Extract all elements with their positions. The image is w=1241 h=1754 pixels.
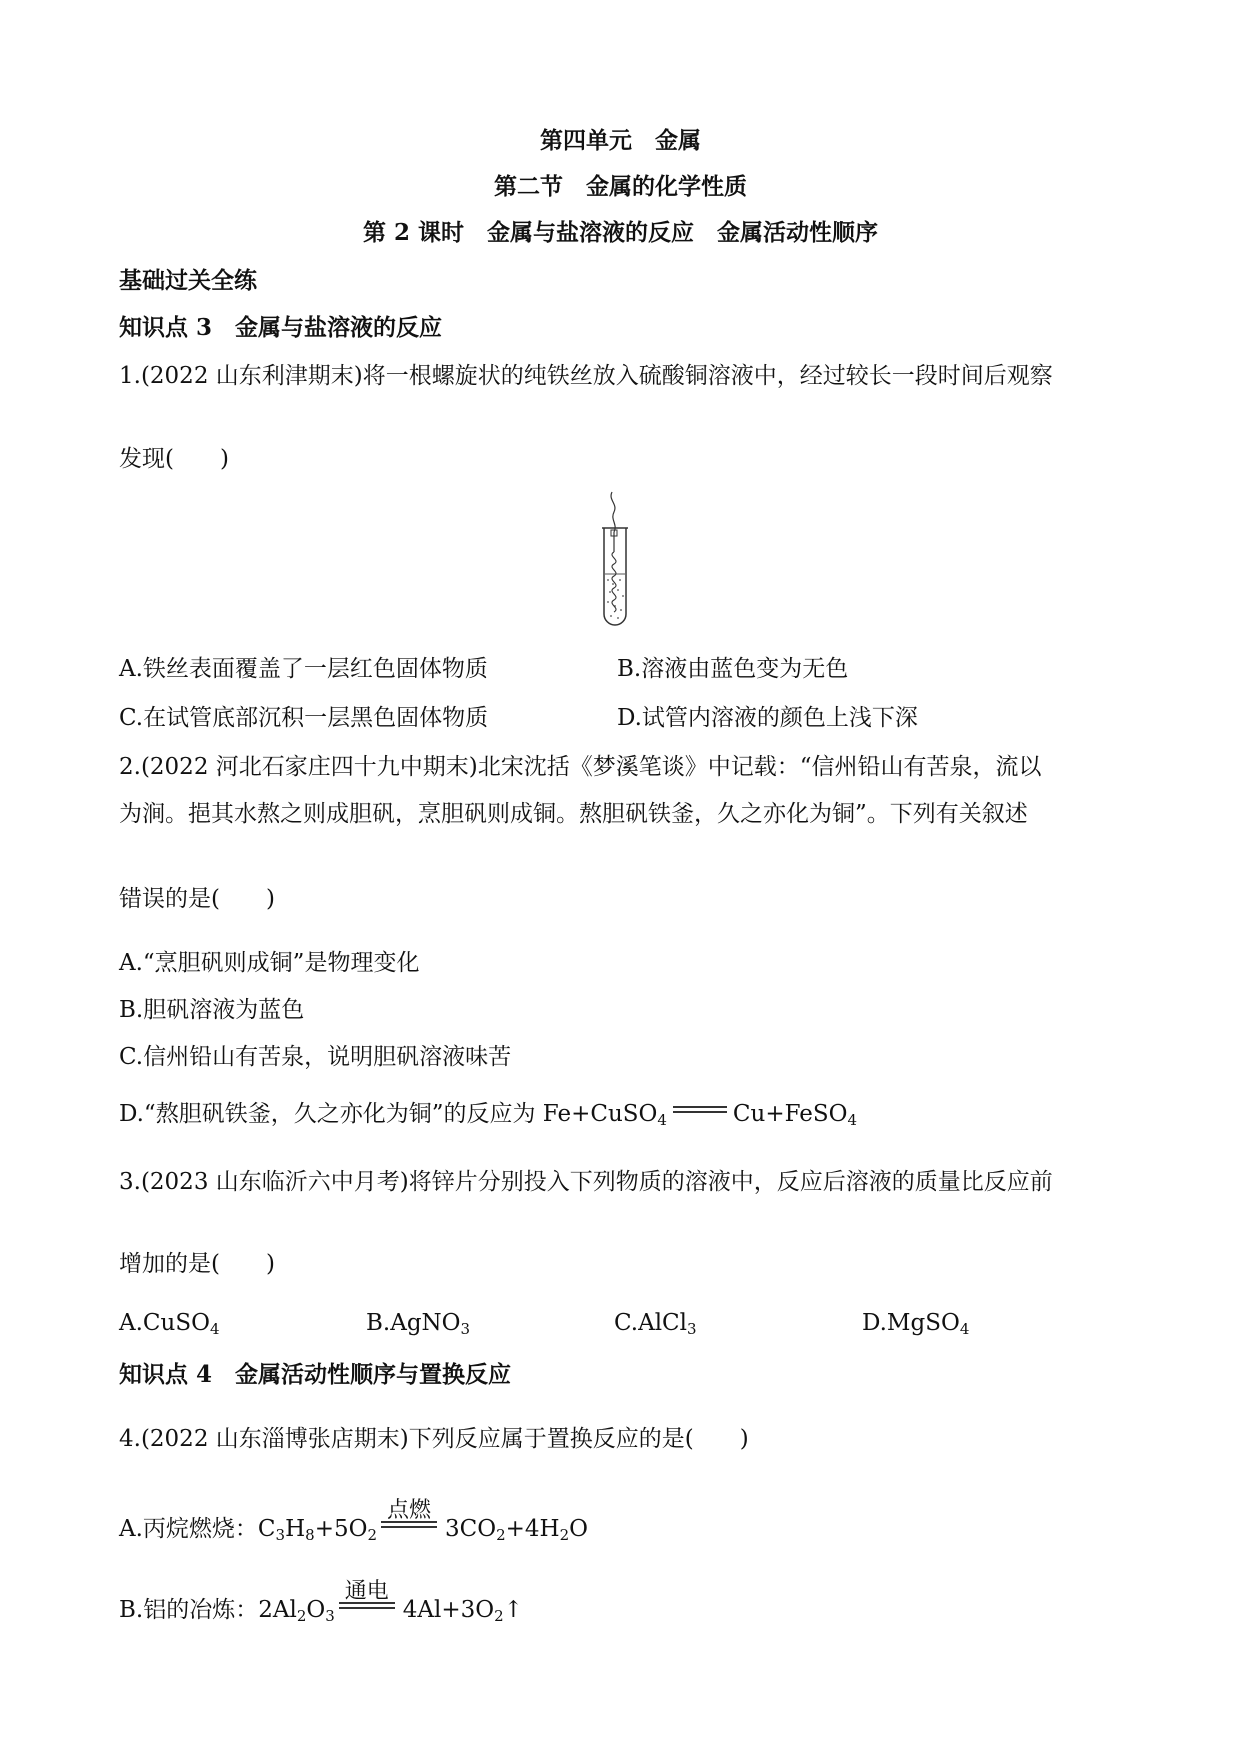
q2-line2: 为涧。挹其水熬之则成胆矾，烹胆矾则成铜。熬胆矾铁釜，久之亦化为铜”。下列有关叙述 — [119, 801, 1028, 827]
q1-option-d: D.试管内溶液的颜色上浅下深 — [617, 705, 918, 731]
q4-b-o: O — [306, 1597, 326, 1623]
q2-option-a: A.“烹胆矾则成铜”是物理变化 — [119, 950, 420, 976]
q3-a-sub: 4 — [209, 1320, 220, 1338]
q4-a-h: H — [285, 1516, 306, 1542]
q3-b-text: B.AgNO — [366, 1310, 461, 1336]
q4-option-a — [119, 1498, 589, 1544]
q4-a-sub2: 8 — [305, 1526, 315, 1544]
q4-b-label: B.铝的冶炼：2Al — [119, 1597, 297, 1623]
q2-d-text: D.“熬胆矾铁釜，久之亦化为铜”的反应为 Fe+CuSO — [119, 1101, 658, 1127]
q1-option-c: C.在试管底部沉积一层黑色固体物质 — [119, 705, 489, 731]
q4-b-p1: 4Al+3O — [402, 1597, 495, 1623]
test-tube-figure — [590, 490, 640, 630]
q4-a-sub1: 3 — [275, 1526, 286, 1544]
knowledge-point-4-heading: 知识点 4 金属活动性顺序与置换反应 — [119, 1361, 512, 1388]
q4-line1: 4.(2022 山东淄博张店期末)下列反应属于置换反应的是( ) — [119, 1426, 749, 1452]
q1-line2: 发现( ) — [119, 446, 229, 472]
q2-option-d — [119, 1095, 857, 1128]
q4-a-sub4: 2 — [496, 1526, 506, 1544]
q4-option-b — [119, 1579, 523, 1625]
condition-ignite: 点燃 — [386, 1498, 431, 1523]
q4-b-sub2: 3 — [325, 1607, 335, 1625]
q3-d-text: D.MgSO — [862, 1310, 960, 1336]
q2-line1: 2.(2022 河北石家庄四十九中期末)北宋沈括《梦溪笔谈》中记载：“信州铅山有苦泉，流以 — [119, 754, 1042, 780]
q3-option-b — [366, 1310, 470, 1336]
q3-option-d — [862, 1310, 969, 1336]
q3-d-sub: 4 — [959, 1320, 970, 1338]
up-arrow-icon: ↑ — [503, 1597, 523, 1623]
q4-a-sub5: 2 — [559, 1526, 570, 1544]
q1-line1: 1.(2022 山东利津期末)将一根螺旋状的纯铁丝放入硫酸铜溶液中，经过较长一段时间后观察 — [119, 363, 1053, 389]
q1-option-a: A.铁丝表面覆盖了一层红色固体物质 — [119, 656, 488, 682]
q3-option-c — [614, 1310, 697, 1336]
q4-a-sub3: 2 — [367, 1526, 377, 1544]
q2-d-sub2: 4 — [847, 1111, 858, 1129]
q3-line1: 3.(2023 山东临沂六中月考)将锌片分别投入下列物质的溶液中，反应后溶液的质量比反应前 — [119, 1169, 1053, 1195]
q4-a-o: +5O — [314, 1516, 368, 1542]
condition-equals-ignite — [381, 1498, 437, 1536]
knowledge-point-3-heading: 知识点 3 金属与盐溶液的反应 — [119, 314, 443, 341]
q3-line2: 增加的是( ) — [119, 1251, 275, 1277]
section-title: 第二节 金属的化学性质 — [494, 173, 747, 200]
condition-equals-electrolysis — [339, 1579, 395, 1617]
q3-c-sub: 3 — [687, 1320, 697, 1338]
q2-option-c: C.信州铅山有苦泉，说明胆矾溶液味苦 — [119, 1044, 512, 1070]
lesson-title: 第 2 课时 金属与盐溶液的反应 金属活动性顺序 — [362, 219, 879, 246]
q4-a-p1: 3CO — [445, 1516, 497, 1542]
condition-electrolysis: 通电 — [344, 1579, 389, 1604]
q2-option-b: B.胆矾溶液为蓝色 — [119, 997, 305, 1023]
practice-heading: 基础过关全练 — [119, 267, 257, 294]
q2-d-sub: 4 — [657, 1111, 667, 1129]
q1-option-b: B.溶液由蓝色变为无色 — [617, 656, 849, 682]
q4-b-sub1: 2 — [296, 1607, 307, 1625]
q3-c-text: C.AlCl — [614, 1310, 688, 1336]
q4-a-p2: +4H — [505, 1516, 560, 1542]
equals-bar — [381, 1521, 437, 1528]
q4-a-label: A.丙烷燃烧：C — [119, 1516, 276, 1542]
equals-bar — [339, 1602, 395, 1609]
q4-b-sub3: 2 — [494, 1607, 504, 1625]
q2-d-product: Cu+FeSO — [732, 1101, 848, 1127]
q4-a-p3: O — [569, 1516, 589, 1542]
q2-line3: 错误的是( ) — [119, 886, 275, 912]
equals-sign — [673, 1106, 727, 1113]
q3-a-text: A.CuSO — [119, 1310, 210, 1336]
q3-option-a — [119, 1310, 220, 1336]
unit-title: 第四单元 金属 — [540, 127, 701, 154]
q3-b-sub: 3 — [460, 1320, 471, 1338]
